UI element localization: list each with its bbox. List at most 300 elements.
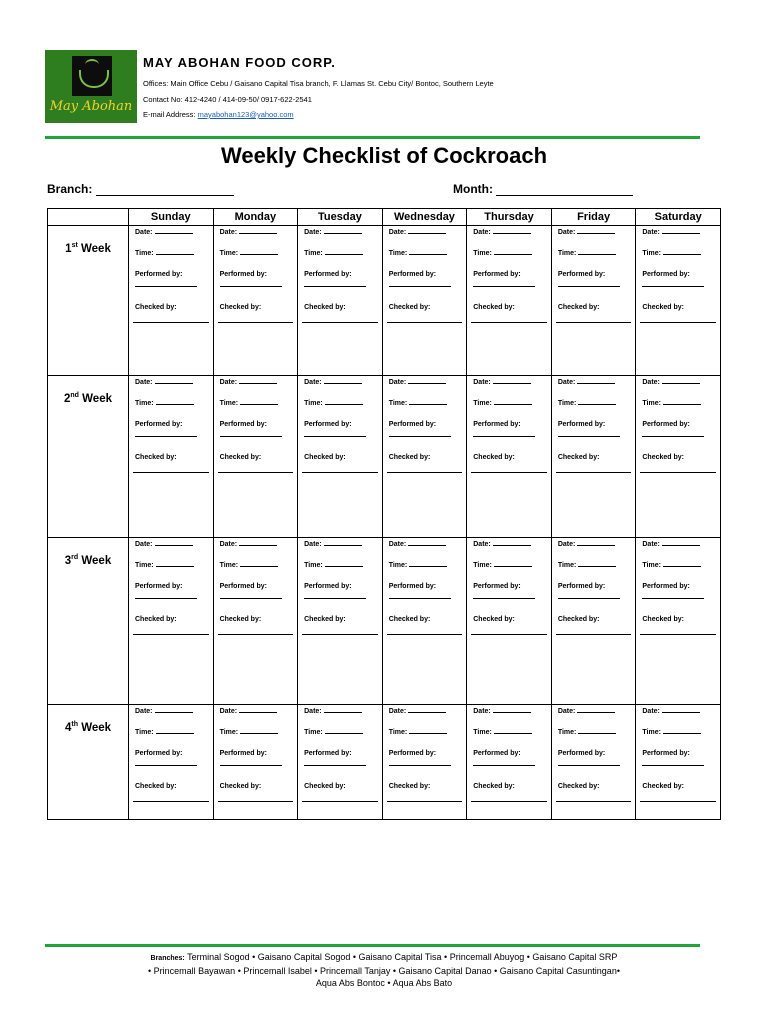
performed-blank[interactable] xyxy=(220,286,282,287)
time-blank[interactable] xyxy=(240,254,278,255)
day-cell[interactable] xyxy=(551,376,636,538)
date-blank[interactable] xyxy=(155,233,193,234)
time-blank[interactable] xyxy=(325,404,363,405)
checked-blank[interactable] xyxy=(218,801,294,802)
date-label: Date: xyxy=(557,229,576,236)
performed-blank[interactable] xyxy=(135,598,197,599)
checked-label: Checked by: xyxy=(557,454,600,461)
day-cell[interactable] xyxy=(382,376,467,538)
date-label: Date: xyxy=(557,379,576,386)
performed-blank[interactable] xyxy=(304,765,366,766)
checked-label: Checked by: xyxy=(135,783,177,790)
date-blank[interactable] xyxy=(155,712,193,713)
date-blank[interactable] xyxy=(493,233,531,234)
checked-field xyxy=(135,616,177,623)
time-label: Time: xyxy=(388,250,408,257)
checked-blank[interactable] xyxy=(133,472,209,473)
performed-field xyxy=(558,421,605,428)
date-blank[interactable] xyxy=(239,545,277,546)
checked-blank[interactable] xyxy=(640,634,716,635)
time-label: Time: xyxy=(135,400,154,407)
day-cell[interactable] xyxy=(129,538,214,705)
week-label xyxy=(48,538,129,705)
date-field xyxy=(389,229,447,236)
performed-blank[interactable] xyxy=(473,286,535,287)
performed-field xyxy=(558,583,605,590)
day-cell[interactable] xyxy=(213,226,298,376)
time-label: Time: xyxy=(135,729,154,736)
checked-label: Checked by: xyxy=(642,783,684,790)
day-cell[interactable] xyxy=(298,705,383,820)
checked-field xyxy=(220,454,262,461)
checked-blank[interactable] xyxy=(387,322,463,323)
date-label: Date: xyxy=(388,708,407,715)
branches-line-1 xyxy=(0,951,768,965)
branches-text-1: Terminal Sogod • Gaisano Capital Sogod • Gaisano Capital Tisa • Princemall Abuyog • Gaisano Capital SRP xyxy=(187,952,618,962)
company-logo xyxy=(45,50,137,123)
performed-field xyxy=(558,271,605,278)
date-field xyxy=(135,229,193,236)
day-cell[interactable] xyxy=(467,226,552,376)
time-field xyxy=(473,400,532,407)
performed-blank[interactable] xyxy=(220,765,282,766)
week-row xyxy=(48,226,721,376)
date-blank[interactable] xyxy=(577,712,615,713)
time-label: Time: xyxy=(473,250,492,257)
week-row xyxy=(48,538,721,705)
date-label: Date: xyxy=(473,229,491,236)
checked-field xyxy=(642,616,684,623)
time-blank[interactable] xyxy=(325,566,363,567)
day-cell[interactable] xyxy=(382,705,467,820)
week-row xyxy=(48,376,721,538)
day-header: Friday xyxy=(551,209,636,226)
day-cell[interactable] xyxy=(551,226,636,376)
performed-label: Performed by: xyxy=(557,583,606,590)
branches-footer xyxy=(0,951,768,989)
performed-blank[interactable] xyxy=(135,436,197,437)
date-field xyxy=(304,708,362,715)
checked-label: Checked by: xyxy=(642,304,684,311)
time-field xyxy=(642,562,701,569)
day-cell[interactable] xyxy=(298,376,383,538)
date-field xyxy=(304,541,362,548)
time-blank[interactable] xyxy=(578,254,616,255)
time-blank[interactable] xyxy=(578,733,616,734)
performed-field xyxy=(389,750,436,757)
date-label: Date: xyxy=(388,541,407,548)
performed-blank[interactable] xyxy=(135,286,197,287)
performed-blank[interactable] xyxy=(558,765,620,766)
time-blank[interactable] xyxy=(240,404,278,405)
performed-field xyxy=(220,421,267,428)
checked-field xyxy=(220,616,262,623)
date-field xyxy=(558,229,616,236)
branches-line-2: • Princemall Bayawan • Princemall Isabel • Princemall Tanjay • Gaisano Capital Danao • Gaisano Capital Casuntingan• xyxy=(148,966,620,976)
time-label: Time: xyxy=(219,400,239,407)
week-label xyxy=(48,705,129,820)
performed-blank[interactable] xyxy=(473,436,535,437)
date-label: Date: xyxy=(219,541,238,548)
checked-field xyxy=(135,304,177,311)
date-label: Date: xyxy=(642,379,660,386)
date-label: Date: xyxy=(557,541,576,548)
performed-blank[interactable] xyxy=(304,436,366,437)
date-field xyxy=(220,708,278,715)
checked-blank[interactable] xyxy=(218,322,294,323)
checked-label: Checked by: xyxy=(388,783,431,790)
time-field xyxy=(220,400,279,407)
checked-blank[interactable] xyxy=(302,322,378,323)
checked-blank[interactable] xyxy=(387,472,463,473)
performed-field xyxy=(473,750,520,757)
time-field xyxy=(135,250,194,257)
checked-field xyxy=(304,783,346,790)
checked-field xyxy=(135,783,177,790)
performed-label: Performed by: xyxy=(473,421,521,428)
date-blank[interactable] xyxy=(408,712,446,713)
time-label: Time: xyxy=(304,729,323,736)
time-label: Time: xyxy=(304,250,323,257)
performed-label: Performed by: xyxy=(473,583,521,590)
day-cell[interactable] xyxy=(636,538,721,705)
performed-field xyxy=(135,421,182,428)
time-label: Time: xyxy=(388,562,408,569)
time-field xyxy=(135,562,194,569)
performed-blank[interactable] xyxy=(389,286,451,287)
date-label: Date: xyxy=(388,229,407,236)
week-label xyxy=(48,376,129,538)
performed-label: Performed by: xyxy=(388,421,437,428)
performed-label: Performed by: xyxy=(388,750,437,757)
checked-label: Checked by: xyxy=(304,454,346,461)
time-field xyxy=(389,729,448,736)
time-blank[interactable] xyxy=(325,254,363,255)
checked-field xyxy=(558,616,600,623)
performed-label: Performed by: xyxy=(135,271,183,278)
time-blank[interactable] xyxy=(663,404,701,405)
time-field xyxy=(558,562,617,569)
time-blank[interactable] xyxy=(663,733,701,734)
date-blank[interactable] xyxy=(239,233,277,234)
week-word: Week xyxy=(81,242,111,255)
day-cell[interactable] xyxy=(129,376,214,538)
time-field xyxy=(220,562,279,569)
date-blank[interactable] xyxy=(493,383,531,384)
time-label: Time: xyxy=(473,400,492,407)
day-cell[interactable] xyxy=(129,226,214,376)
time-field xyxy=(220,729,279,736)
checked-field xyxy=(558,304,600,311)
day-cell[interactable] xyxy=(636,705,721,820)
date-blank[interactable] xyxy=(577,545,615,546)
time-blank[interactable] xyxy=(494,254,532,255)
checked-field xyxy=(389,454,431,461)
performed-field xyxy=(304,421,351,428)
time-field xyxy=(558,729,617,736)
checked-label: Checked by: xyxy=(135,616,177,623)
checked-label: Checked by: xyxy=(219,304,262,311)
day-cell[interactable] xyxy=(636,226,721,376)
branch-field xyxy=(47,182,234,196)
time-blank[interactable] xyxy=(409,254,447,255)
checked-field xyxy=(558,454,600,461)
day-cell[interactable] xyxy=(298,538,383,705)
day-cell[interactable] xyxy=(551,705,636,820)
date-label: Date: xyxy=(642,541,660,548)
checked-blank[interactable] xyxy=(556,801,632,802)
date-blank[interactable] xyxy=(155,383,193,384)
checked-blank[interactable] xyxy=(640,322,716,323)
date-blank[interactable] xyxy=(324,545,362,546)
performed-label: Performed by: xyxy=(473,271,521,278)
checked-blank[interactable] xyxy=(387,801,463,802)
time-field xyxy=(135,400,194,407)
day-header: Thursday xyxy=(467,209,552,226)
day-cell[interactable] xyxy=(467,376,552,538)
checked-blank[interactable] xyxy=(218,472,294,473)
date-blank[interactable] xyxy=(662,383,700,384)
week-suffix: nd xyxy=(70,392,79,399)
checked-field xyxy=(473,454,515,461)
day-header: Tuesday xyxy=(298,209,383,226)
date-label: Date: xyxy=(304,379,322,386)
day-cell[interactable] xyxy=(467,538,552,705)
performed-blank[interactable] xyxy=(304,598,366,599)
branch-blank[interactable] xyxy=(96,195,234,196)
performed-blank[interactable] xyxy=(473,598,535,599)
time-label: Time: xyxy=(219,250,239,257)
performed-blank[interactable] xyxy=(220,436,282,437)
time-field xyxy=(473,562,532,569)
time-label: Time: xyxy=(642,250,661,257)
day-cell[interactable] xyxy=(213,376,298,538)
date-field xyxy=(642,379,700,386)
time-blank[interactable] xyxy=(494,566,532,567)
day-cell[interactable] xyxy=(298,226,383,376)
checked-blank[interactable] xyxy=(640,472,716,473)
checked-blank[interactable] xyxy=(471,634,547,635)
date-blank[interactable] xyxy=(493,712,531,713)
date-label: Date: xyxy=(304,541,322,548)
time-field xyxy=(304,729,363,736)
performed-blank[interactable] xyxy=(304,286,366,287)
time-blank[interactable] xyxy=(156,254,194,255)
date-blank[interactable] xyxy=(324,233,362,234)
day-header: Sunday xyxy=(129,209,214,226)
day-cell[interactable] xyxy=(382,538,467,705)
checked-blank[interactable] xyxy=(387,634,463,635)
performed-field xyxy=(642,750,689,757)
date-field xyxy=(220,379,278,386)
day-cell[interactable] xyxy=(213,538,298,705)
performed-blank[interactable] xyxy=(642,598,704,599)
time-blank[interactable] xyxy=(578,566,616,567)
time-blank[interactable] xyxy=(156,566,194,567)
performed-label: Performed by: xyxy=(135,750,183,757)
performed-label: Performed by: xyxy=(135,583,183,590)
time-blank[interactable] xyxy=(663,566,701,567)
date-blank[interactable] xyxy=(493,545,531,546)
time-blank[interactable] xyxy=(409,566,447,567)
time-blank[interactable] xyxy=(325,733,363,734)
checked-field xyxy=(558,783,600,790)
checked-blank[interactable] xyxy=(556,634,632,635)
date-label: Date: xyxy=(557,708,576,715)
email-link[interactable]: mayabohan123@yahoo.com xyxy=(197,110,294,119)
day-cell[interactable] xyxy=(213,705,298,820)
performed-field xyxy=(473,583,520,590)
performed-label: Performed by: xyxy=(557,271,606,278)
performed-field xyxy=(473,421,520,428)
week-number: 1 xyxy=(65,242,72,255)
time-label: Time: xyxy=(304,400,323,407)
checked-field xyxy=(473,304,515,311)
checked-label: Checked by: xyxy=(135,454,177,461)
date-blank[interactable] xyxy=(577,233,615,234)
time-blank[interactable] xyxy=(240,733,278,734)
checked-blank[interactable] xyxy=(302,472,378,473)
checked-field xyxy=(642,783,684,790)
date-field xyxy=(135,541,193,548)
checked-field xyxy=(389,783,431,790)
time-blank[interactable] xyxy=(663,254,701,255)
week-suffix: st xyxy=(71,242,78,249)
performed-label: Performed by: xyxy=(642,750,690,757)
checked-label: Checked by: xyxy=(219,616,262,623)
date-label: Date: xyxy=(473,541,491,548)
time-label: Time: xyxy=(135,250,154,257)
performed-field xyxy=(642,271,689,278)
checked-label: Checked by: xyxy=(557,783,600,790)
performed-blank[interactable] xyxy=(220,598,282,599)
performed-field xyxy=(642,421,689,428)
time-label: Time: xyxy=(642,400,661,407)
checked-blank[interactable] xyxy=(133,801,209,802)
date-label: Date: xyxy=(304,229,322,236)
checked-blank[interactable] xyxy=(471,322,547,323)
time-blank[interactable] xyxy=(494,733,532,734)
date-label: Date: xyxy=(135,229,153,236)
day-cell[interactable] xyxy=(467,705,552,820)
time-blank[interactable] xyxy=(409,404,447,405)
time-label: Time: xyxy=(642,562,661,569)
time-field xyxy=(220,250,279,257)
performed-blank[interactable] xyxy=(389,436,451,437)
performed-blank[interactable] xyxy=(642,765,704,766)
week-number: 2 xyxy=(63,392,71,405)
week-word: Week xyxy=(81,721,112,734)
checked-blank[interactable] xyxy=(133,322,209,323)
time-field xyxy=(558,250,617,257)
checked-blank[interactable] xyxy=(302,634,378,635)
date-blank[interactable] xyxy=(662,712,700,713)
month-blank[interactable] xyxy=(496,195,633,196)
date-field xyxy=(473,379,531,386)
time-field xyxy=(135,729,194,736)
week-row xyxy=(48,705,721,820)
checked-blank[interactable] xyxy=(640,801,716,802)
time-blank[interactable] xyxy=(578,404,616,405)
performed-blank[interactable] xyxy=(558,436,620,437)
page-title: Weekly Checklist of Cockroach xyxy=(220,143,548,168)
checked-blank[interactable] xyxy=(218,634,294,635)
time-label: Time: xyxy=(557,562,577,569)
checked-field xyxy=(473,783,515,790)
date-blank[interactable] xyxy=(662,233,700,234)
time-blank[interactable] xyxy=(156,404,194,405)
day-header: Wednesday xyxy=(382,209,467,226)
checked-field xyxy=(389,616,431,623)
time-blank[interactable] xyxy=(494,404,532,405)
date-field xyxy=(220,541,278,548)
time-field xyxy=(642,729,701,736)
date-field xyxy=(135,708,193,715)
date-blank[interactable] xyxy=(239,383,277,384)
performed-label: Performed by: xyxy=(388,271,437,278)
checked-blank[interactable] xyxy=(302,801,378,802)
time-blank[interactable] xyxy=(156,733,194,734)
performed-blank[interactable] xyxy=(389,765,451,766)
day-cell[interactable] xyxy=(382,226,467,376)
date-label: Date: xyxy=(135,708,153,715)
date-blank[interactable] xyxy=(324,383,362,384)
checked-blank[interactable] xyxy=(133,634,209,635)
checked-blank[interactable] xyxy=(556,472,632,473)
date-field xyxy=(558,541,616,548)
day-cell[interactable] xyxy=(636,376,721,538)
week-suffix: rd xyxy=(71,554,79,561)
performed-blank[interactable] xyxy=(642,286,704,287)
date-blank[interactable] xyxy=(408,233,446,234)
time-blank[interactable] xyxy=(240,566,278,567)
performed-blank[interactable] xyxy=(389,598,451,599)
date-blank[interactable] xyxy=(324,712,362,713)
date-blank[interactable] xyxy=(239,712,277,713)
date-blank[interactable] xyxy=(577,383,615,384)
header-rule xyxy=(45,136,700,139)
date-blank[interactable] xyxy=(155,545,193,546)
time-field xyxy=(642,400,701,407)
date-blank[interactable] xyxy=(408,545,446,546)
time-label: Time: xyxy=(557,729,577,736)
performed-field xyxy=(304,750,351,757)
performed-label: Performed by: xyxy=(557,750,606,757)
time-field xyxy=(473,729,532,736)
date-label: Date: xyxy=(135,379,153,386)
performed-blank[interactable] xyxy=(642,436,704,437)
performed-blank[interactable] xyxy=(558,286,620,287)
performed-label: Performed by: xyxy=(219,583,268,590)
company-name: MAY ABOHAN FOOD CORP. xyxy=(143,55,336,70)
checked-label: Checked by: xyxy=(557,616,600,623)
date-field xyxy=(642,708,700,715)
checked-blank[interactable] xyxy=(471,472,547,473)
day-cell[interactable] xyxy=(129,705,214,820)
performed-blank[interactable] xyxy=(473,765,535,766)
performed-blank[interactable] xyxy=(558,598,620,599)
checked-blank[interactable] xyxy=(471,801,547,802)
checked-blank[interactable] xyxy=(556,322,632,323)
time-blank[interactable] xyxy=(409,733,447,734)
day-cell[interactable] xyxy=(551,538,636,705)
performed-field xyxy=(389,271,436,278)
checked-field xyxy=(304,454,346,461)
date-blank[interactable] xyxy=(662,545,700,546)
date-blank[interactable] xyxy=(408,383,446,384)
performed-blank[interactable] xyxy=(135,765,197,766)
date-field xyxy=(473,229,531,236)
